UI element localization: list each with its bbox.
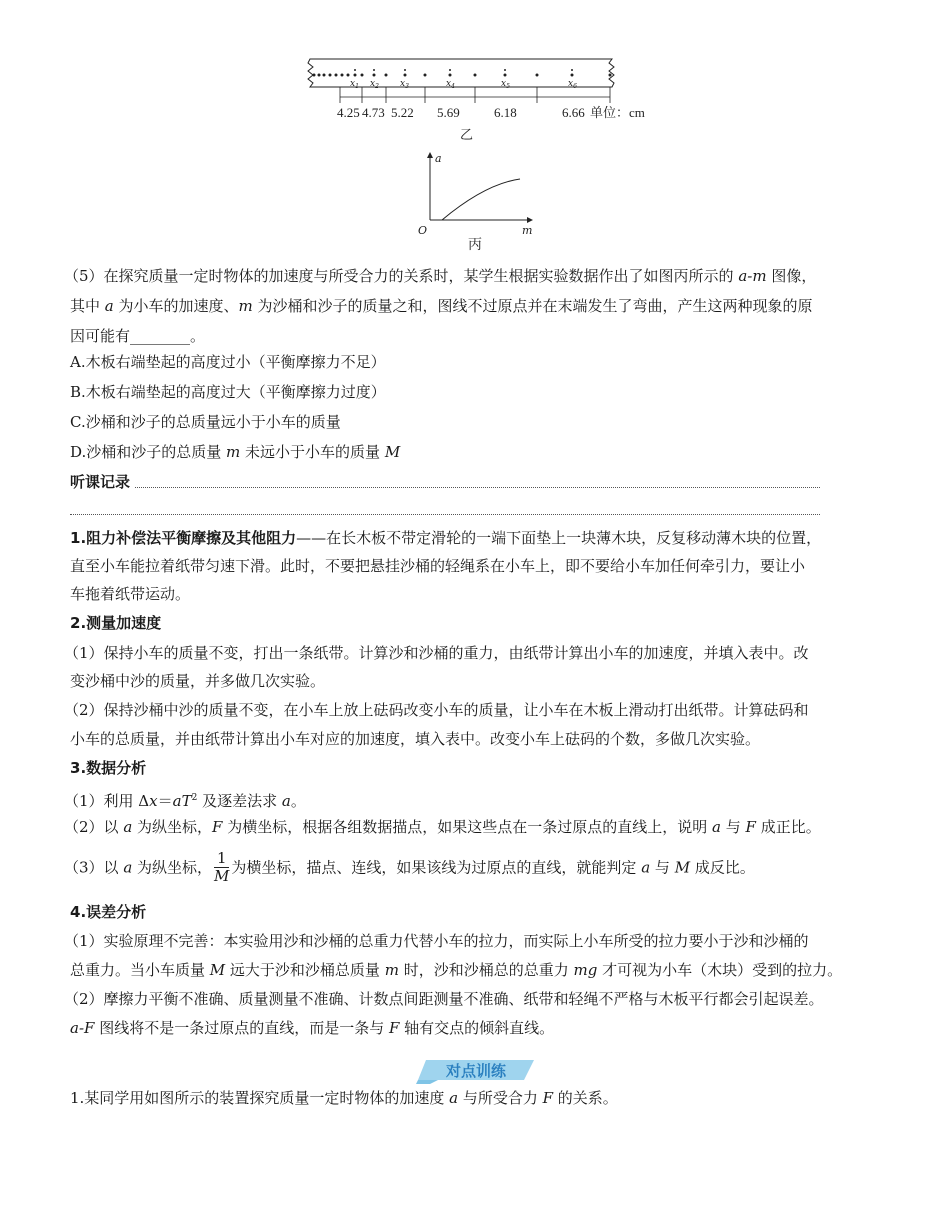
tape-value-6: 6.66 xyxy=(562,105,585,120)
section-4-p2-line-2: a-F 图线将不是一条过原点的直线，而是一条与 F 轴有交点的倾斜直线。 xyxy=(70,1019,555,1037)
tape-x2-label: $x_2$ xyxy=(370,79,379,90)
section-1-line-2: 直至小车能拉着纸带匀速下滑。此时，不要把悬挂沙桶的轻绳系在小车上，即不要给小车加任何牵引力，要让小 xyxy=(70,557,806,575)
q5-line-1: （5）在探究质量一定时物体的加速度与所受合力的关系时，某学生根据实验数据作出了如图丙所示的 a-m 图像， xyxy=(64,267,817,285)
q5-option-a[interactable]: A.木板右端垫起的高度过小（平衡摩擦力不足） xyxy=(70,353,386,371)
section-4-p1-line-1: （1）实验原理不完善：本实验用沙和沙桶的总重力代替小车的拉力，而实际上小车所受的拉力要小于沙和沙桶的 xyxy=(64,932,809,950)
tape-dimension-lines xyxy=(340,87,610,103)
section-2-p1-line-2: 变沙桶中沙的质量，并多做几次实验。 xyxy=(70,672,326,690)
graph-caption: 丙 xyxy=(468,238,482,253)
tape-x6-label: $x_6$ xyxy=(568,79,577,90)
notes-line-2[interactable] xyxy=(70,514,820,515)
section-2-p1-line-1: （1）保持小车的质量不变，打出一条纸带。计算沙和沙桶的重力，由纸带计算出小车的加速度，并填入表中。改 xyxy=(64,644,809,662)
section-4-p2-line-1: （2）摩擦力平衡不准确、质量测量不准确、计数点间距测量不准确、纸带和轻绳不严格与木板平行都会引起误差。 xyxy=(64,990,824,1008)
a-m-graph-figure xyxy=(410,148,540,256)
q5-line-3: 因可能有________。 xyxy=(70,327,206,345)
training-badge xyxy=(416,1055,536,1085)
tape-x4-label: $x_4$ xyxy=(446,79,455,90)
tape-value-1: 4.25 xyxy=(337,105,360,120)
notes-label: 听课记录 xyxy=(70,473,131,491)
section-2-p2-line-1: （2）保持沙桶中沙的质量不变，在小车上放上砝码改变小车的质量，让小车在木板上滑动打出纸带。计算砝码和 xyxy=(64,701,809,719)
q5-line-2: 其中 a 为小车的加速度、m 为沙桶和沙子的质量之和，图线不过原点并在末端发生了弯曲，产生这两种现象的原 xyxy=(70,297,813,315)
paper-tape-figure xyxy=(300,55,660,145)
section-3-title: 3.数据分析 xyxy=(70,759,147,777)
tape-x5-label: $x_5$ xyxy=(501,79,510,90)
fraction-1-over-M: $\frac{1}{M}$ xyxy=(214,849,230,885)
section-2-p2-line-2: 小车的总质量，并由纸带计算出小车对应的加速度，填入表中。改变小车上砝码的个数，多做几次实验。 xyxy=(70,730,761,748)
tape-unit: 单位：cm xyxy=(590,105,645,120)
q5-option-b[interactable]: B.木板右端垫起的高度过大（平衡摩擦力过度） xyxy=(70,383,386,401)
section-2-title: 2.测量加速度 xyxy=(70,614,162,632)
tape-value-2: 4.73 xyxy=(362,105,385,120)
tape-x1-label: $x_1$ xyxy=(350,79,359,90)
section-4-title: 4.误差分析 xyxy=(70,903,147,921)
section-3-p1: （1）利用 $\Delta x=aT^2$ 及逐差法求 a。 xyxy=(64,792,306,810)
graph-x-label: m xyxy=(522,224,533,237)
section-1-line-1: 1.阻力补偿法平衡摩擦及其他阻力——在长木板不带定滑轮的一端下面垫上一块薄木块，反复移动薄木块的位置， xyxy=(70,529,822,547)
section-3-p2: （2）以 a 为纵坐标，F 为横坐标，根据各组数据描点，如果这些点在一条过原点的直线上，说明 a 与 F 成正比。 xyxy=(64,818,821,836)
notes-line-1[interactable] xyxy=(135,487,820,488)
section-4-p1-line-2: 总重力。当小车质量 M 远大于沙和沙桶总质量 m 时，沙和沙桶总的总重力 mg 才可视为小车（木块）受到的拉力。 xyxy=(70,961,843,979)
section-1-line-3: 车拖着纸带运动。 xyxy=(70,585,191,603)
section-3-p3: （3）以 a 为纵坐标， $\frac{1}{M}$ 为横坐标，描点、连线，如果该线为过原点的直线，就能判定 a 与 M 成反比。 xyxy=(64,849,755,885)
training-q1: 1.某同学用如图所示的装置探究质量一定时物体的加速度 a 与所受合力 F 的关系。 xyxy=(70,1089,618,1107)
tape-caption: 乙 xyxy=(460,127,474,142)
graph-curve xyxy=(442,179,520,220)
tape-value-5: 6.18 xyxy=(494,105,517,120)
q5-option-c[interactable]: C.沙桶和沙子的总质量远小于小车的质量 xyxy=(70,413,341,431)
tape-value-3: 5.22 xyxy=(391,105,414,120)
q5-option-d[interactable]: D.沙桶和沙子的总质量 m 未远小于小车的质量 M xyxy=(70,443,401,461)
tape-value-4: 5.69 xyxy=(437,105,460,120)
tape-x3-label: $x_3$ xyxy=(400,79,409,90)
graph-y-label: a xyxy=(435,152,442,165)
graph-origin: O xyxy=(418,224,428,237)
badge-text: 对点训练 xyxy=(445,1062,507,1080)
